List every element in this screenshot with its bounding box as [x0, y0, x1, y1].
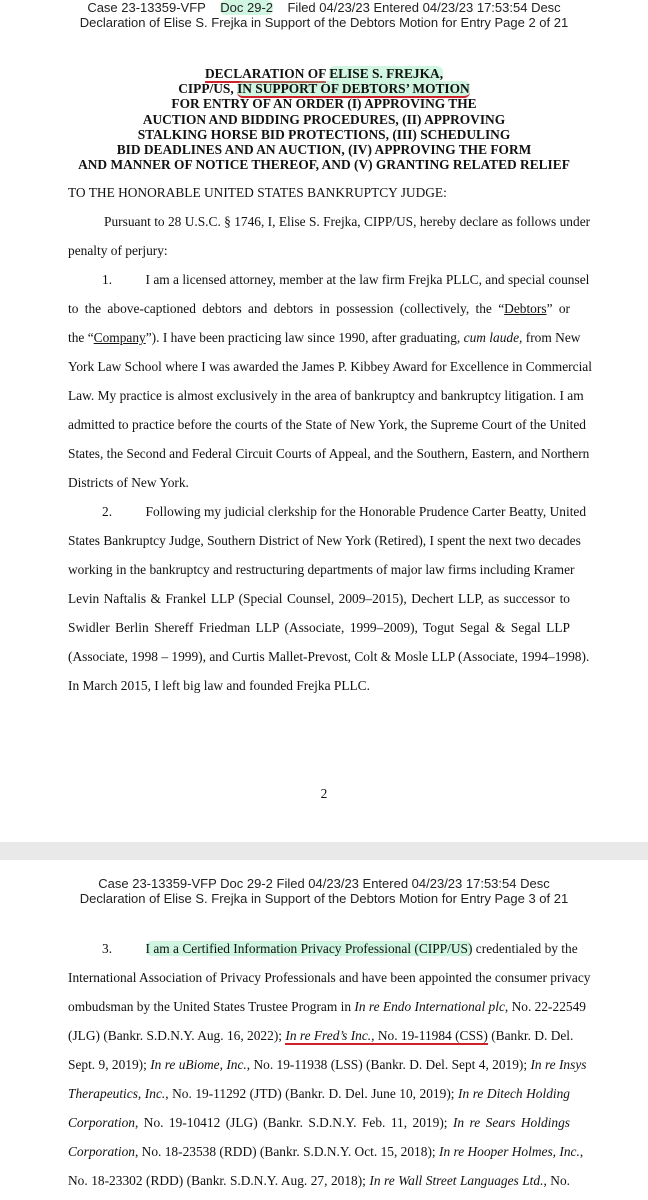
paragraph-2-line: Levin Naftalis & Frankel LLP (Special Counsel, 2009–2015), Dechert LLP, as successor to	[68, 591, 570, 606]
declaration-title: DECLARATION OF ELISE S. FREJKA, CIPP/US, IN SUPPORT OF DEBTORS’ MOTION FOR ENTRY OF AN ORDER (I) APPROVING THE AUCTION AND BIDDING PROCEDURES, (II) APPROVING STALKING HORSE BID PROTECTIONS, (III) SCHEDULING BID DEADLINES AND AN AUCTION, (IV) APPROVING THE FORM AND MANNER OF NOTICE THEREOF, AND (V) GRANTING RELATED RELIEF	[78, 66, 570, 173]
cipp-highlight: I am a Certified Information Privacy Professional (CIPP/US)	[145, 941, 473, 956]
salutation: TO THE HONORABLE UNITED STATES BANKRUPTCY JUDGE:	[68, 185, 447, 200]
paragraph-3-line: Corporation, No. 19-10412 (JLG) (Bankr. S.D.N.Y. Feb. 11, 2019); In re Sears Holdings	[68, 1115, 570, 1130]
header-line-1: Case 23-13359-VFP Doc 29-2 Filed 04/23/23 Entered 04/23/23 17:53:54 Desc	[98, 876, 550, 891]
body-text	[68, 178, 592, 700]
paragraph-3-line: (JLG) (Bankr. S.D.N.Y. Aug. 16, 2022); In re Fred’s Inc., No. 19-11984 (CSS) (Bankr. D. Del.	[68, 1028, 574, 1043]
paragraph-2-line: 2. Following my judicial clerkship for the Honorable Prudence Carter Beatty, United	[102, 504, 587, 519]
paragraph-1-line: States, the Second and Federal Circuit Courts of Appeal, and the Southern, Eastern, and Northern	[68, 446, 590, 461]
motion-highlight: IN SUPPORT OF DEBTORS’ MOTION	[237, 81, 470, 97]
declarant-name-highlight: ELISE S. FREJKA,	[329, 66, 444, 81]
paragraph-2-line: In March 2015, I left big law and founded Frejka PLLC.	[68, 678, 370, 693]
paragraph-2-line: States Bankruptcy Judge, Southern District of New York (Retired), I spent the next two decades	[68, 533, 581, 548]
paragraph-3-line: Sept. 9, 2019); In re uBiome, Inc., No. 19-11938 (LSS) (Bankr. D. Del. Sept 4, 2019); In re Insys	[68, 1057, 587, 1072]
paragraph-3-line: ombudsman by the United States Trustee Program in In re Endo International plc, No. 22-22549	[68, 999, 586, 1014]
header-line-2: Declaration of Elise S. Frejka in Support of the Debtors Motion for Entry Page 3 of 21	[79, 891, 569, 906]
paragraph-1-line: to the above-captioned debtors and debtors in possession (collectively, the “Debtors” or	[68, 301, 570, 316]
paragraph-2-line: working in the bankruptcy and restructuring departments of major law firms including Kramer	[68, 562, 575, 577]
paragraph-1-line: York Law School where I was awarded the James P. Kibbey Award for Excellence in Commercial	[68, 359, 592, 374]
page-number: 2	[320, 786, 328, 801]
paragraph-2-line: (Associate, 1998 – 1999), and Curtis Mallet-Prevost, Colt & Mosle LLP (Associate, 1994–1998).	[68, 649, 590, 664]
header-line-1: Case 23-13359-VFP Doc 29-2 Filed 04/23/23 Entered 04/23/23 17:53:54 Desc	[87, 0, 561, 15]
header-line-2: Declaration of Elise S. Frejka in Support of the Debtors Motion for Entry Page 2 of 21	[79, 15, 569, 30]
body-text	[68, 934, 591, 1195]
freds-case-underline: In re Fred’s Inc., No. 19-11984 (CSS)	[285, 1028, 488, 1043]
paragraph-3-line: No. 18-23302 (RDD) (Bankr. S.D.N.Y. Aug. 27, 2018); In re Wall Street Languages Ltd., No.	[68, 1173, 570, 1188]
paragraph-3-line: 3. I am a Certified Information Privacy Professional (CIPP/US) credentialed by the	[102, 941, 578, 956]
paragraph-2-line: Swidler Berlin Shereff Friedman LLP (Associate, 1999–2009), Togut Segal & Segal LLP	[68, 620, 570, 635]
court-header	[0, 0, 648, 30]
paragraph-3-line: Therapeutics, Inc., No. 19-11292 (JTD) (Bankr. D. Del. June 10, 2019); In re Ditech Holding	[68, 1086, 570, 1101]
paragraph-1-line: admitted to practice before the courts of the State of New York, the Supreme Court of the United	[68, 417, 587, 432]
doc-number: Doc 29-2	[220, 0, 274, 15]
document-page-3	[0, 860, 648, 1200]
paragraph-1-line: 1. I am a licensed attorney, member at the law firm Frejka PLLC, and special counsel	[102, 272, 590, 287]
paragraph-3-line: International Association of Privacy Professionals and have been appointed the consumer privacy	[68, 970, 591, 985]
page-separator	[0, 842, 648, 860]
intro-line: Pursuant to 28 U.S.C. § 1746, I, Elise S. Frejka, CIPP/US, hereby declare as follows under	[104, 214, 591, 229]
paragraph-1-line: the “Company”). I have been practicing law since 1990, after graduating, cum laude, from New	[68, 330, 581, 345]
paragraph-3-line: Corporation, No. 18-23538 (RDD) (Bankr. S.D.N.Y. Oct. 15, 2018); In re Hooper Holmes, Inc.,	[68, 1144, 584, 1159]
court-header	[0, 876, 648, 906]
intro-line: penalty of perjury:	[68, 243, 168, 258]
paragraph-1-line: Districts of New York.	[68, 475, 189, 490]
paragraph-1-line: Law. My practice is almost exclusively in the area of bankruptcy and bankruptcy litigation. I am	[68, 388, 584, 403]
